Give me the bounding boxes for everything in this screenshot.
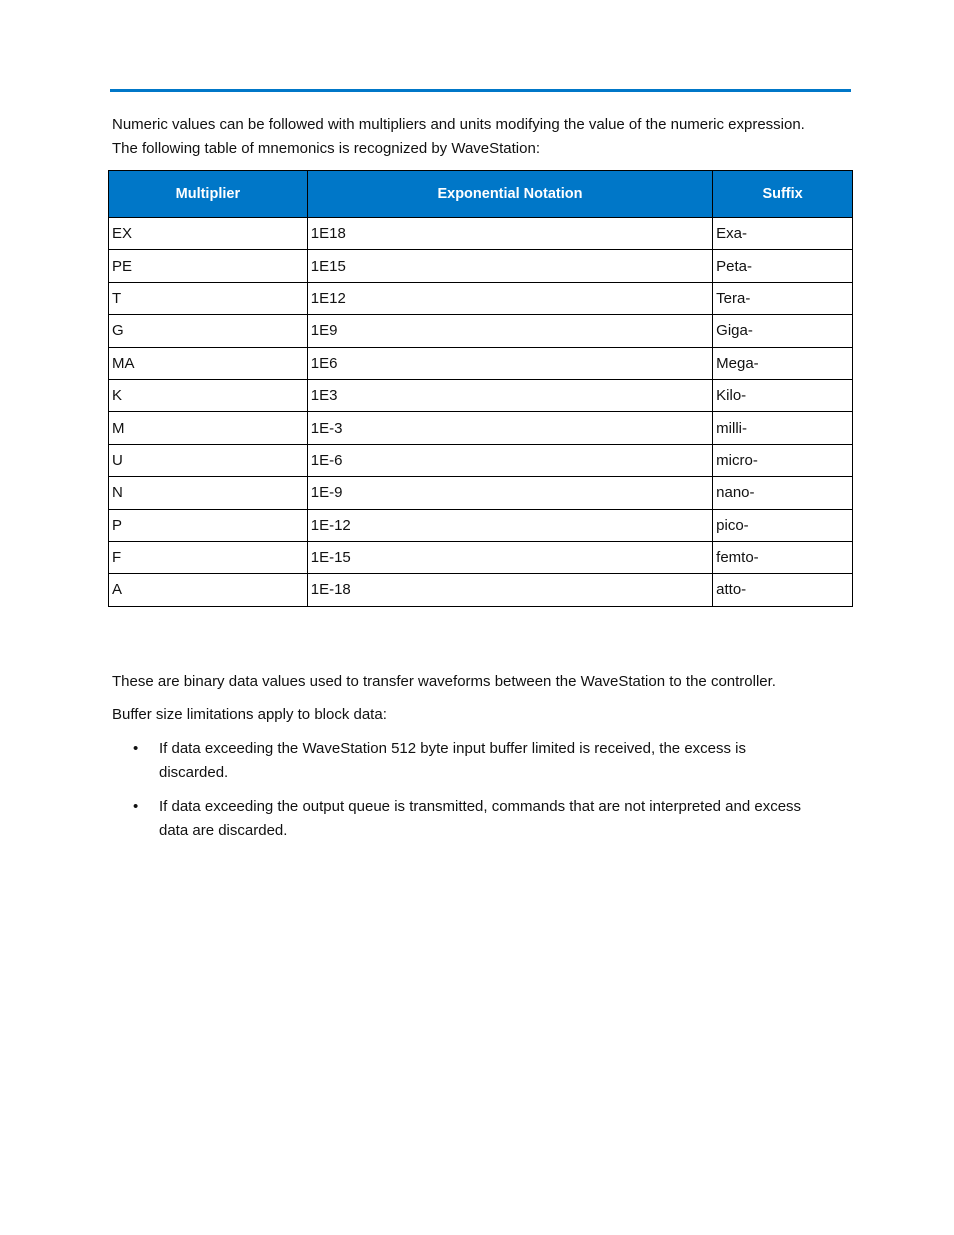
cell-exponential: 1E-15	[307, 541, 712, 573]
table-row	[109, 444, 853, 476]
cell-exponential: 1E3	[307, 379, 712, 411]
table-row	[109, 379, 853, 411]
cell-multiplier: MA	[109, 347, 308, 379]
block-data-paragraph: These are binary data values used to transfer waveforms between the WaveStation to the controller.	[112, 673, 776, 690]
table-row	[109, 347, 853, 379]
table-row	[109, 541, 853, 573]
cell-multiplier: P	[109, 509, 308, 541]
table-row	[109, 477, 853, 509]
list-item	[112, 737, 812, 785]
bullet-icon: •	[133, 798, 139, 815]
list-item-text: If data exceeding the WaveStation 512 byte input buffer limited is received, the excess is discarded.	[159, 740, 746, 781]
cell-suffix: milli-	[713, 412, 853, 444]
list-item	[112, 795, 812, 843]
cell-exponential: 1E-3	[307, 412, 712, 444]
cell-exponential: 1E-12	[307, 509, 712, 541]
header-exponential-notation: Exponential Notation	[307, 171, 712, 218]
cell-suffix: Giga-	[713, 315, 853, 347]
cell-suffix: femto-	[713, 541, 853, 573]
mnemonics-table	[108, 170, 853, 607]
cell-exponential: 1E12	[307, 282, 712, 314]
cell-multiplier: M	[109, 412, 308, 444]
cell-multiplier: U	[109, 444, 308, 476]
cell-suffix: Tera-	[713, 282, 853, 314]
cell-suffix: Mega-	[713, 347, 853, 379]
cell-exponential: 1E-9	[307, 477, 712, 509]
table-row	[109, 315, 853, 347]
cell-exponential: 1E15	[307, 250, 712, 282]
header-rule	[110, 89, 851, 92]
table-row	[109, 218, 853, 250]
bullet-icon: •	[133, 740, 139, 757]
table-row	[109, 509, 853, 541]
bullet-list	[112, 737, 812, 853]
list-item-text: If data exceeding the output queue is transmitted, commands that are not interpreted and excess data are discarded.	[159, 798, 802, 839]
cell-suffix: Exa-	[713, 218, 853, 250]
header-suffix: Suffix	[713, 171, 853, 218]
cell-exponential: 1E6	[307, 347, 712, 379]
cell-multiplier: K	[109, 379, 308, 411]
cell-multiplier: G	[109, 315, 308, 347]
table-row	[109, 574, 853, 606]
table-row	[109, 412, 853, 444]
intro-paragraph: Numeric values can be followed with multipliers and units modifying the value of the numeric expression. The following table of mnemonics is recognized by WaveStation:	[112, 116, 805, 157]
cell-multiplier: N	[109, 477, 308, 509]
table-row	[109, 282, 853, 314]
cell-suffix: Kilo-	[713, 379, 853, 411]
cell-suffix: atto-	[713, 574, 853, 606]
cell-multiplier: T	[109, 282, 308, 314]
buffer-limit-paragraph: Buffer size limitations apply to block data:	[112, 706, 387, 723]
cell-multiplier: PE	[109, 250, 308, 282]
cell-exponential: 1E-6	[307, 444, 712, 476]
table-header-row	[109, 171, 853, 218]
table-row	[109, 250, 853, 282]
cell-suffix: micro-	[713, 444, 853, 476]
cell-multiplier: F	[109, 541, 308, 573]
header-multiplier: Multiplier	[109, 171, 308, 218]
cell-multiplier: EX	[109, 218, 308, 250]
cell-suffix: pico-	[713, 509, 853, 541]
cell-exponential: 1E18	[307, 218, 712, 250]
cell-suffix: Peta-	[713, 250, 853, 282]
cell-suffix: nano-	[713, 477, 853, 509]
cell-exponential: 1E9	[307, 315, 712, 347]
cell-exponential: 1E-18	[307, 574, 712, 606]
cell-multiplier: A	[109, 574, 308, 606]
